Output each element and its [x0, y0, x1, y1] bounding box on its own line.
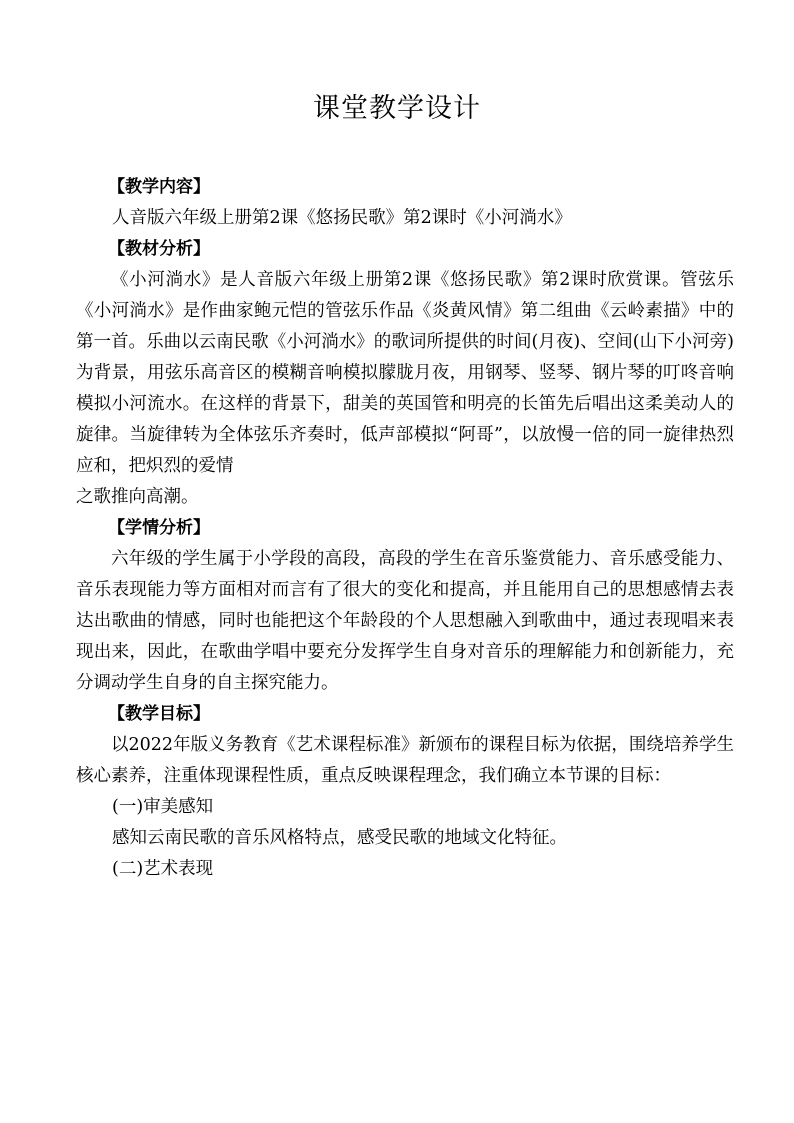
material-analysis-text: 《小河淌水》是人音版六年级上册第2课《悠扬民歌》第2课时欣赏课。管弦乐《小河淌水》是作曲家鲍元恺的管弦乐作品《炎黄风情》第二组曲《云岭素描》中的第一首。乐曲以云南民歌《小河淌水》的歌词所提供的时间(月夜)、空间(山下小河旁)为背景，用弦乐高音区的模糊音响模拟朦胧月夜，用钢琴、竖琴、钢片琴的叮咚音响模拟小河流水。在这样的背景下，甜美的英国管和明亮的长笛先后唱出这柔美动人的旋律。当旋律转为全体弦乐齐奏时，低声部模拟“阿哥”，以放慢一倍的同一旋律热烈应和，把炽烈的爱情 — [76, 270, 734, 476]
student-analysis-text: 六年级的学生属于小学段的高段，高段的学生在音乐鉴赏能力、音乐感受能力、音乐表现能力等方面相对而言有了很大的变化和提高，并且能用自己的思想感情去表达出歌曲的情感，同时也能把这个年龄段的个人思想融入到歌曲中，通过表现唱来表现出来，因此，在歌曲学唱中要充分发挥学生自身对音乐的理解能力和创新能力，充分调动学生自身的自主探究能力。 — [76, 549, 734, 693]
teaching-goals-text: 以2022年版义务教育《艺术课程标准》新颁布的课程目标为依据，围绕培养学生核心素养，注重体现课程性质，重点反映课程理念，我们确立本节课的目标： — [76, 735, 734, 786]
material-analysis-tail: 之歌推向高潮。 — [76, 487, 199, 507]
teaching-content-text: 人音版六年级上册第2课《悠扬民歌》第2课时《小河淌水》 — [112, 208, 572, 228]
section-heading-material-analysis: 【教材分析】 — [108, 239, 210, 259]
section-heading-teaching-goals: 【教学目标】 — [108, 704, 210, 724]
page-title: 课堂教学设计 — [313, 93, 481, 124]
section-heading-teaching-content: 【教学内容】 — [108, 177, 210, 197]
goal-label-artistic: (二)艺术表现 — [112, 859, 214, 879]
goal-label-aesthetic: (一)审美感知 — [112, 797, 214, 817]
goal-text-aesthetic: 感知云南民歌的音乐风格特点，感受民歌的地域文化特征。 — [112, 828, 567, 848]
document-body — [76, 172, 734, 885]
section-heading-student-analysis: 【学情分析】 — [108, 518, 210, 538]
